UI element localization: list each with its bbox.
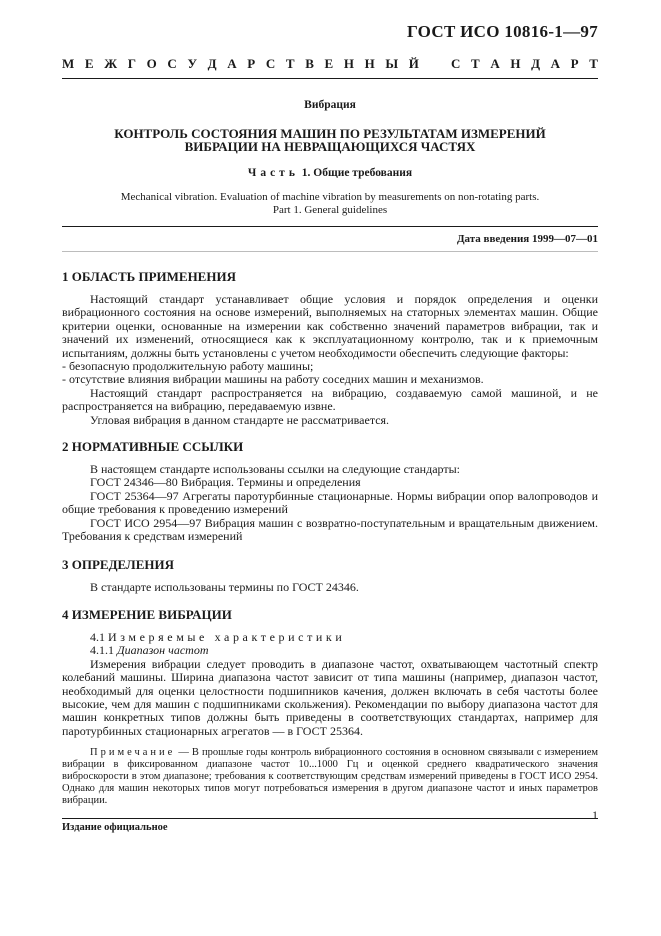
section-4-body (62, 631, 598, 738)
section-1-paragraph: Угловая вибрация в данном стандарте не рассматривается. (90, 412, 390, 427)
normative-reference: ГОСТ ИСО 2954—97 Вибрация машин с возвратно-поступательным и вращательным движением. Требования к средствам измерений (62, 515, 598, 544)
subsection-4-1-number: 4.1 (90, 629, 105, 644)
subsection-4-1-1-title: Диапазон частот (117, 643, 209, 658)
document-page (62, 22, 598, 833)
banner-letter: Т (589, 56, 598, 71)
date-divider (62, 251, 598, 252)
section-1-paragraph: Настоящий стандарт устанавливает общие условия и порядок определения и оценки вибрационного состояния на основе измерений, выполняемых на статорных элементах машин. Общие критерии оценки, основанные на измерении как собственно значений параметров вибрации, так и значений их изменений, относящиеся как к эксплуатационному контролю, так и к приемочным испытаниям, должны быть установлены с учетом необходимости обеспечить следующие факторы: (62, 292, 598, 360)
banner-letter: Ы (385, 56, 399, 71)
english-title-line-1: Mechanical vibration. Evaluation of machine vibration by measurements on non-rotating parts. (120, 191, 540, 203)
banner-letter: С (265, 56, 276, 71)
banner-letter: Н (343, 56, 354, 71)
english-title (62, 191, 598, 217)
document-title-line-2: ВИБРАЦИИ НА НЕВРАЩАЮЩИХСЯ ЧАСТЯХ (184, 139, 476, 154)
introduction-date: Дата введения 1999—07—01 (456, 233, 598, 245)
banner-letter: С (167, 56, 177, 71)
official-edition-label: Издание официальное (62, 818, 598, 833)
normative-reference: ГОСТ 24346—80 Вибрация. Термины и определения (90, 475, 361, 490)
section-4-paragraph: Измерения вибрации следует проводить в диапазоне частот, охватывающем частотный спектр колебаний машины. Ширина диапазона частот зависит от типа машины (например, диапазон частот, необходимый для оценки целостности подшипников качения, должен включать в себя частоты более высокие, чем для машин с подшипниками скольжения). Рекомендации по выбору диапазона частот для машин конкретных типов должны быть приведены в соответствующих стандартах, например для паротурбинных стационарных агрегатов — в ГОСТ 25364. (62, 656, 598, 738)
section-1-body (62, 293, 598, 427)
banner-letter: А (550, 56, 561, 71)
document-title-line-1: КОНТРОЛЬ СОСТОЯНИЯ МАШИН ПО РЕЗУЛЬТАТАМ ИЗМЕРЕНИЙ (114, 126, 546, 141)
title-divider (62, 226, 598, 227)
standard-code: ГОСТ ИСО 10816-1—97 (406, 22, 598, 41)
banner-letter: У (187, 56, 197, 71)
section-2-heading: 2 НОРМАТИВНЫЕ ССЫЛКИ (62, 439, 244, 455)
banner-letter: Н (364, 56, 375, 71)
banner-letter: Д (531, 56, 541, 71)
section-3-heading: 3 ОПРЕДЕЛЕНИЯ (62, 556, 174, 572)
banner-letter: О (146, 56, 157, 71)
banner-letter: В (305, 56, 314, 71)
note-label: Примечание (90, 747, 176, 759)
subject-heading: Вибрация (304, 99, 356, 111)
banner-letter: А (227, 56, 237, 71)
subsection-4-1-1-number: 4.1.1 (90, 643, 114, 658)
banner-letter: Ж (104, 56, 118, 71)
section-2-body (62, 463, 598, 543)
banner-word-standard (451, 56, 598, 72)
banner-letter: М (62, 56, 75, 71)
banner-letter: Е (84, 56, 94, 71)
banner-letter: Д (207, 56, 217, 71)
part-title (62, 167, 598, 179)
section-1-paragraph: Настоящий стандарт распространяется на вибрацию, создаваемую самой машиной, и не распространяется на вибрацию, передаваемую извне. (62, 385, 598, 414)
banner-letter: Т (471, 56, 480, 71)
part-text: 1. Общие требования (301, 167, 413, 179)
part-word: Часть (247, 167, 299, 179)
section-1-list-item: - отсутствие влияния вибрации машины на работу соседних машин и механизмов. (62, 372, 484, 387)
banner-letter: Н (510, 56, 521, 71)
banner-letter: С (451, 56, 461, 71)
standard-banner (62, 54, 598, 74)
section-2-paragraph: В настоящем стандарте использованы ссылки на следующие стандарты: (90, 462, 461, 477)
english-title-line-2: Part 1. General guidelines (272, 204, 388, 216)
banner-letter: Т (285, 56, 295, 71)
section-3-body (62, 581, 598, 594)
normative-reference: ГОСТ 25364—97 Агрегаты паротурбинные стационарные. Нормы вибрации опор валопроводов и общие требования к проведению измерений (62, 488, 598, 517)
section-3-paragraph: В стандарте использованы термины по ГОСТ 24346. (90, 579, 359, 594)
banner-letter: Р (570, 56, 579, 71)
subsection-4-1 (62, 631, 598, 644)
note-paragraph (62, 747, 598, 807)
banner-letter: А (490, 56, 500, 71)
document-title (62, 127, 598, 153)
banner-word-interstate (62, 56, 419, 72)
subsection-4-1-1 (62, 644, 598, 657)
note-text: — В прошлые годы контроль вибрационного состояния в основном связывали с измерением вибрации в фиксированном диапазоне частот 10...1000 Гц и оценкой среднего квадратического значения виброскорости в этом диапазоне; требования к соответствующим средствам измерений приведены в ГОСТ ИСО 2954. Однако для машин некоторых типов могут потребоваться измерения в другом диапазоне частот и иных параметров вибрации. (62, 747, 598, 807)
subsection-4-1-title: Измеряемые характеристики (108, 629, 346, 644)
section-4-heading: 4 ИЗМЕРЕНИЕ ВИБРАЦИИ (62, 606, 232, 622)
section-1-list-item: - безопасную продолжительную работу машины; (62, 359, 314, 374)
banner-letter: Й (408, 56, 419, 71)
header-divider (62, 78, 598, 79)
banner-letter: Р (247, 56, 256, 71)
section-1-heading: 1 ОБЛАСТЬ ПРИМЕНЕНИЯ (62, 269, 236, 284)
page-number: 1 (592, 808, 598, 822)
banner-letter: Г (127, 56, 137, 71)
banner-letter: Е (324, 56, 334, 71)
